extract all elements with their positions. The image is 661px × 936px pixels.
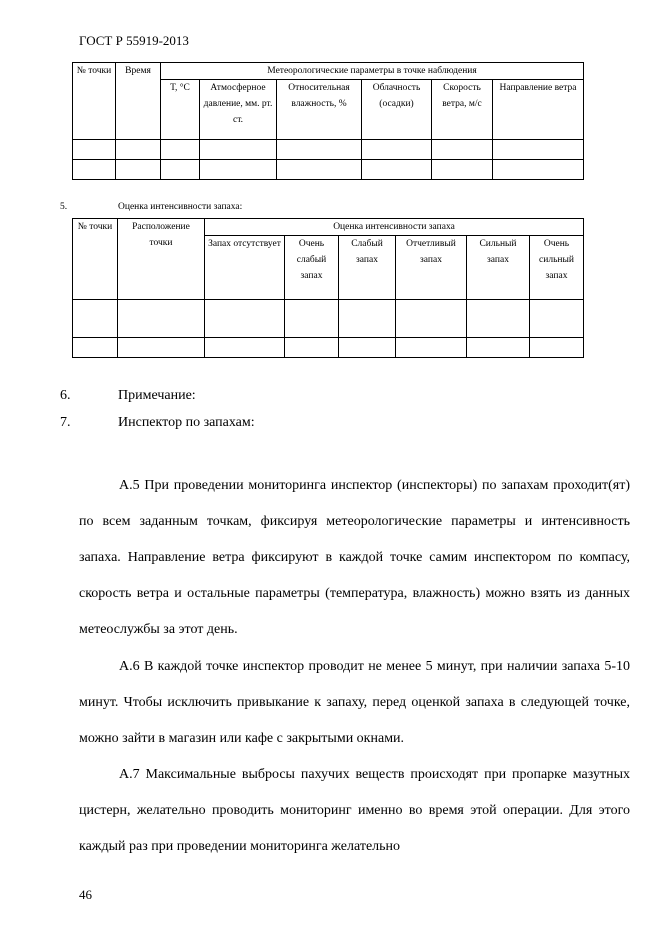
col-time: Время	[116, 63, 161, 140]
meteo-group-header: Метеорологические параметры в точке наблюдения	[161, 63, 584, 80]
col-strong: Сильный запах	[467, 236, 530, 300]
item-number: 7.	[60, 415, 71, 430]
col-wind-speed: Скорость ветра, м/с	[432, 80, 493, 140]
paragraph-a6: А.6 В каждой точке инспектор проводит не менее 5 минут, при наличии запаха 5-10 минут. Чтобы исключить привыкание к запаху, перед оценкой запаха в следующей точке, можно зайти в магазин или кафе с закрытыми окнами.	[79, 659, 630, 746]
table-row	[73, 300, 584, 338]
col-no-odor: Запах отсутствует	[205, 236, 285, 300]
paragraph-a5: А.5 При проведении мониторинга инспектор (инспекторы) по запахам проходит(ят) по всем заданным точкам, фиксируя метеорологические параметры и интенсивность запаха. Направление ветра фиксируют в каждой точке самим инспектором по компасу, скорость ветра и остальные параметры (температура, влажность) можно взять из данных метеослужбы за этот день.	[79, 478, 630, 637]
col-distinct: Отчетливый запах	[396, 236, 467, 300]
col-temperature: Т, °С	[161, 80, 200, 140]
paragraph-a7: А.7 Максимальные выбросы пахучих веществ происходят при пропарке мазутных цистерн, желательно проводить мониторинг именно во время этой операции. Для этого каждый раз при проведении мониторинга желательно	[79, 767, 630, 854]
document-header: ГОСТ Р 55919-2013	[79, 33, 189, 48]
col-pressure: Атмосферное давление, мм. рт. ст.	[200, 80, 277, 140]
table-row	[73, 140, 584, 160]
page-number: 46	[79, 887, 92, 902]
odor-table	[72, 218, 584, 358]
col-point-number: № точки	[73, 63, 116, 140]
caption-number: 5.	[60, 202, 68, 212]
table-row	[73, 160, 584, 180]
col-location: Расположение точки	[118, 219, 205, 300]
col-weak: Слабый запах	[339, 236, 396, 300]
col-humidity: Относительная влажность, %	[277, 80, 362, 140]
col-wind-direction: Направление ветра	[493, 80, 584, 140]
item-number: 6.	[60, 388, 71, 403]
caption-text: Оценка интенсивности запаха:	[118, 202, 243, 212]
odor-group-header: Оценка интенсивности запаха	[205, 219, 584, 236]
table-row	[73, 338, 584, 358]
item-text: Инспектор по запахам:	[118, 415, 255, 430]
item-text: Примечание:	[118, 388, 196, 403]
col-very-weak: Очень слабый запах	[285, 236, 339, 300]
col-very-strong: Очень сильный запах	[530, 236, 584, 300]
col-cloudiness: Облачность (осадки)	[362, 80, 432, 140]
col-point-number: № точки	[73, 219, 118, 300]
meteo-table	[72, 62, 584, 180]
